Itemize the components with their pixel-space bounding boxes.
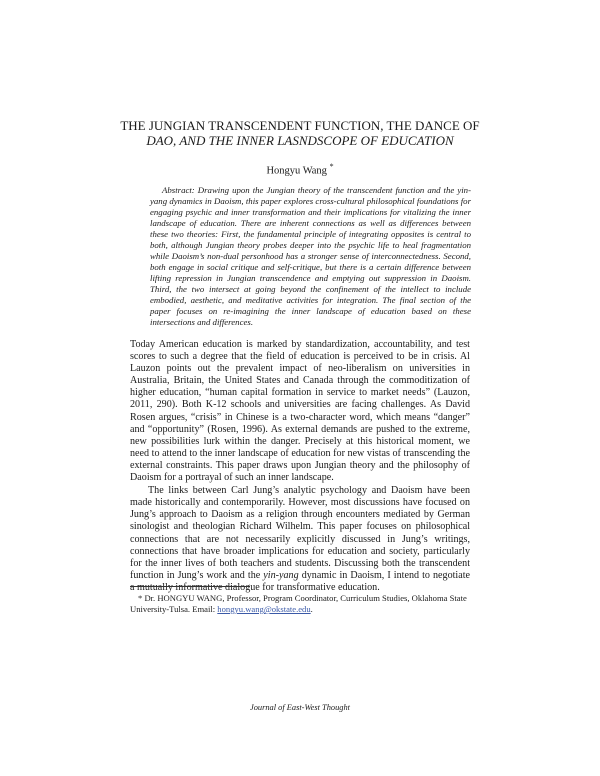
body-text [130,339,470,594]
abstract: Abstract: Drawing upon the Jungian theory of the transcendent function and the yin-yang dynamics in Daoism, this paper explores cross-cultural philosophical foundations for engaging psychic and inner transformation and their implications for vitalizing the inner landscape of education. There are inherent connections as well as differences between these two theories: First, the fundamental principle of integrating opposites is central to both, although Jungian theory probes deeper into the psychic life to heal fragmentation while Daoism’s non-dual personhood has a stronger sense of interconnectedness. Second, both engage in social critique and self-critique, but there is a certain difference between lifting repression in Jungian transcendence and emptying out suppression in Daoism. Third, the two intersect at going beyond the confinement of the intellect to include embodied, aesthetic, and meditative activities for integration. The final section of the paper focuses on re-imagining the inner landscape of education based on these intersections and differences. [150,185,471,327]
title-line-1: THE JUNGIAN TRANSCENDENT FUNCTION, THE DANCE OF [120,118,480,133]
footnote-end: . [310,604,313,614]
footnote-divider [130,586,250,587]
paragraph-2 [130,485,470,594]
title-line-2: DAO, AND THE INNER LASNDSCOPE OF EDUCATION [146,133,454,148]
journal-footer: Journal of East-West Thought [250,703,350,712]
paragraph-1: Today American education is marked by standardization, accountability, and test scores to such a degree that the field of education is perceived to be in crisis. Al Lauzon points out the prevalent impact of neo-liberalism on universities in Australia, Britain, the United States and Canada through the commoditization of higher education, “human capital formation in service to market needs” (Lauzon, 2011, 290). Both K-12 schools and universities are facing challenges. As David Rosen argues, “crisis” in Chinese is a two-character word, which means “danger” and “opportunity” (Rosen, 1996). As external demands are pushed to the extreme, new possibilities lurk within the danger. Precisely at this historical moment, we need to attend to the inner landscape of education for new vistas of transcending the external constraints. This paper draws upon Jungian theory and the philosophy of Daoism for a portrayal of such an inner landscape. [130,339,470,484]
footnote-text: Dr. HONGYU WANG, Professor, Program Coordinator, Curriculum Studies, Oklahoma State University-Tulsa. Email: [130,593,467,614]
footnote [130,593,470,615]
author-footnote-mark: * [329,162,334,171]
author-line [0,162,600,177]
paragraph-2-part-2: dynamic in Daoism, I intend to negotiate a mutually informative dialogue for transformative education. [130,569,470,593]
paragraph-2-emphasis: yin-yang [263,569,299,581]
paragraph-2-part-1: The links between Carl Jung’s analytic psychology and Daoism have been made historically and contemporarily. However, most discussions have focused on Jung’s approach to Daoism as a religion through encounters mediated by German sinologist and theologian Richard Wilhelm. This paper focuses on philosophical connections that are not necessarily explicitly discussed in Jung’s writings, connections that have broader implications for education and society, particularly for the inner lives of both teachers and students. Discussing both the transcendent function in Jung’s work and the [130,485,470,581]
footnote-email-link[interactable]: hongyu.wang@okstate.edu [217,604,311,614]
author-name: Hongyu Wang [266,165,327,177]
paper-title [100,118,500,148]
footnote-mark: * [138,593,143,603]
